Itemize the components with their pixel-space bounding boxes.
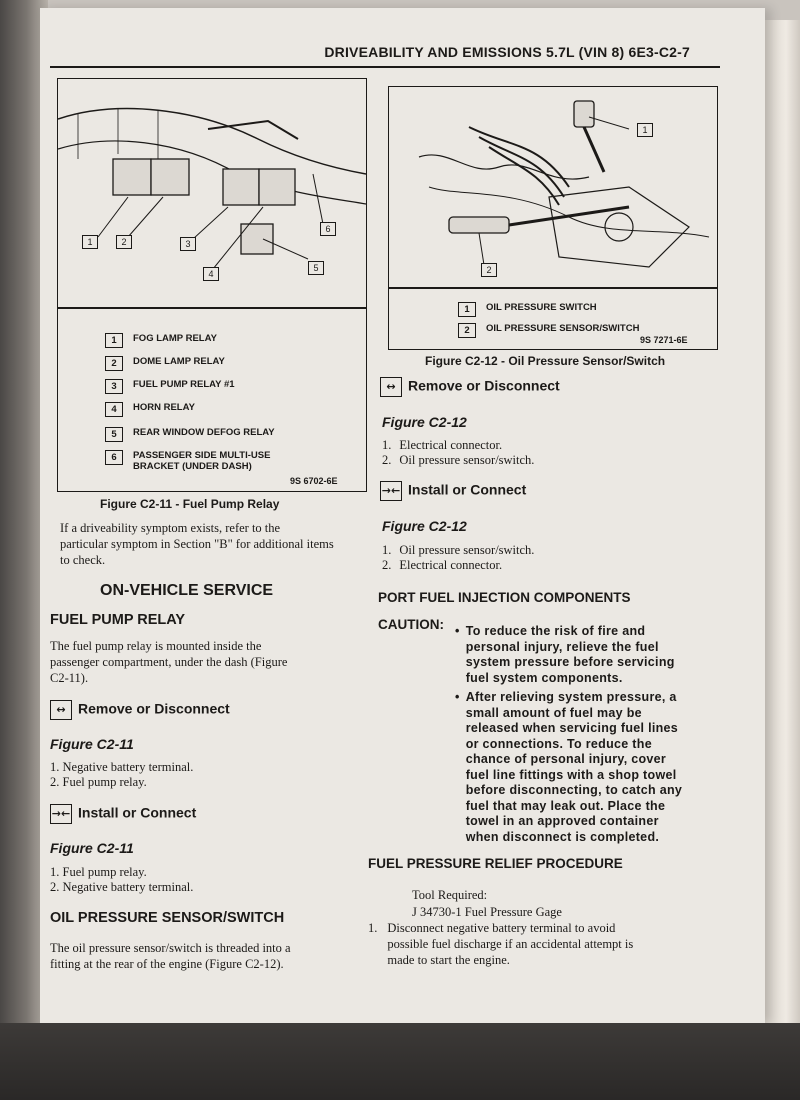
relief-step-1: 1. Disconnect negative battery terminal to avoid possible fuel discharge if an accidental attempt is made to start the engine. xyxy=(368,921,634,967)
figure-caption: Figure C2-11 - Fuel Pump Relay xyxy=(100,497,280,511)
intro-paragraph: If a driveability symptom exists, refer to the particular symptom in Section "B" for additional items to check. xyxy=(60,521,334,567)
figure-code: 9S 6702-6E xyxy=(290,476,338,486)
figure-divider xyxy=(58,307,366,309)
legend-item: 5 REAR WINDOW DEFOG RELAY xyxy=(105,427,275,442)
remove-steps-list: 1. Negative battery terminal. 2. Fuel pump relay. xyxy=(50,760,194,789)
callout-2: 2 xyxy=(116,235,132,249)
callout-6: 6 xyxy=(320,222,336,236)
caution-bullet-2: • After relieving system pressure, a small amount of fuel may be released when servicing fuel lines or connections. To reduce the chance of personal injury, cover fuel line fittings with a shop towel before disconnecting, to catch any fuel that may leak out. Place the towel in an approved container when disconnect is completed. xyxy=(455,690,683,844)
remove-heading: ↔ Remove or Disconnect xyxy=(380,377,560,397)
figure-caption: Figure C2-12 - Oil Pressure Sensor/Switch xyxy=(425,354,666,368)
install-icon: →← xyxy=(380,481,402,501)
page-edge-stack xyxy=(765,20,800,1040)
install-heading: →← Install or Connect xyxy=(380,481,526,501)
legend-item: 2 DOME LAMP RELAY xyxy=(105,356,225,371)
background-table-surface xyxy=(0,1023,800,1100)
callout-4: 4 xyxy=(203,267,219,281)
legend-item: 1 OIL PRESSURE SWITCH xyxy=(458,302,597,317)
tool-required-label: Tool Required: xyxy=(412,888,488,902)
tool-item: J 34730-1 Fuel Pressure Gage xyxy=(412,905,562,919)
pfi-components-heading: PORT FUEL INJECTION COMPONENTS xyxy=(378,590,631,605)
figure-reference: Figure C2-12 xyxy=(382,414,467,430)
legend-item: 4 HORN RELAY xyxy=(105,402,195,417)
figure-reference: Figure C2-12 xyxy=(382,518,467,534)
fuel-pump-relay-heading: FUEL PUMP RELAY xyxy=(50,612,186,628)
oil-pressure-sensor-illustration xyxy=(389,87,717,287)
fuel-pressure-relief-heading: FUEL PRESSURE RELIEF PROCEDURE xyxy=(368,856,623,871)
legend-item: 3 FUEL PUMP RELAY #1 xyxy=(105,379,235,394)
figure-divider xyxy=(389,287,717,289)
caution-label: CAUTION: xyxy=(378,617,444,632)
legend-item: 2 OIL PRESSURE SENSOR/SWITCH xyxy=(458,323,639,338)
install-heading: →← Install or Connect xyxy=(50,804,196,824)
install-steps-list: 1. Fuel pump relay. 2. Negative battery terminal. xyxy=(50,865,194,894)
oil-pressure-paragraph: The oil pressure sensor/switch is threaded into a fitting at the rear of the engine (Figure C2-12). xyxy=(50,941,291,971)
figure-code: 9S 7271-6E xyxy=(640,335,688,345)
callout-5: 5 xyxy=(308,261,324,275)
legend-item: 1 FOG LAMP RELAY xyxy=(105,333,217,348)
fuel-pump-relay-paragraph: The fuel pump relay is mounted inside the passenger compartment, under the dash (Figure C2-11). xyxy=(50,639,288,685)
figure-reference: Figure C2-11 xyxy=(50,840,134,856)
callout-1: 1 xyxy=(637,123,653,137)
caution-bullet-1: • To reduce the risk of fire and personal injury, relieve the fuel system pressure before servicing fuel system components. xyxy=(455,624,675,685)
remove-heading: ↔ Remove or Disconnect xyxy=(50,700,230,720)
header-rule xyxy=(50,66,720,68)
callout-1: 1 xyxy=(82,235,98,249)
install-icon: →← xyxy=(50,804,72,824)
legend-item: 6 PASSENGER SIDE MULTI-USE BRACKET (UNDER DASH) xyxy=(105,450,270,472)
oil-pressure-heading: OIL PRESSURE SENSOR/SWITCH xyxy=(50,910,285,926)
figure-reference: Figure C2-11 xyxy=(50,736,134,752)
remove-icon: ↔ xyxy=(50,700,72,720)
on-vehicle-service-heading: ON-VEHICLE SERVICE xyxy=(100,582,274,599)
callout-3: 3 xyxy=(180,237,196,251)
remove-steps-list: 1. Electrical connector. 2. Oil pressure sensor/switch. xyxy=(382,438,535,467)
callout-2: 2 xyxy=(481,263,497,277)
install-steps-list: 1. Oil pressure sensor/switch. 2. Electrical connector. xyxy=(382,543,535,572)
page-header: DRIVEABILITY AND EMISSIONS 5.7L (VIN 8) 6E3-C2-7 xyxy=(324,44,690,60)
remove-icon: ↔ xyxy=(380,377,402,397)
